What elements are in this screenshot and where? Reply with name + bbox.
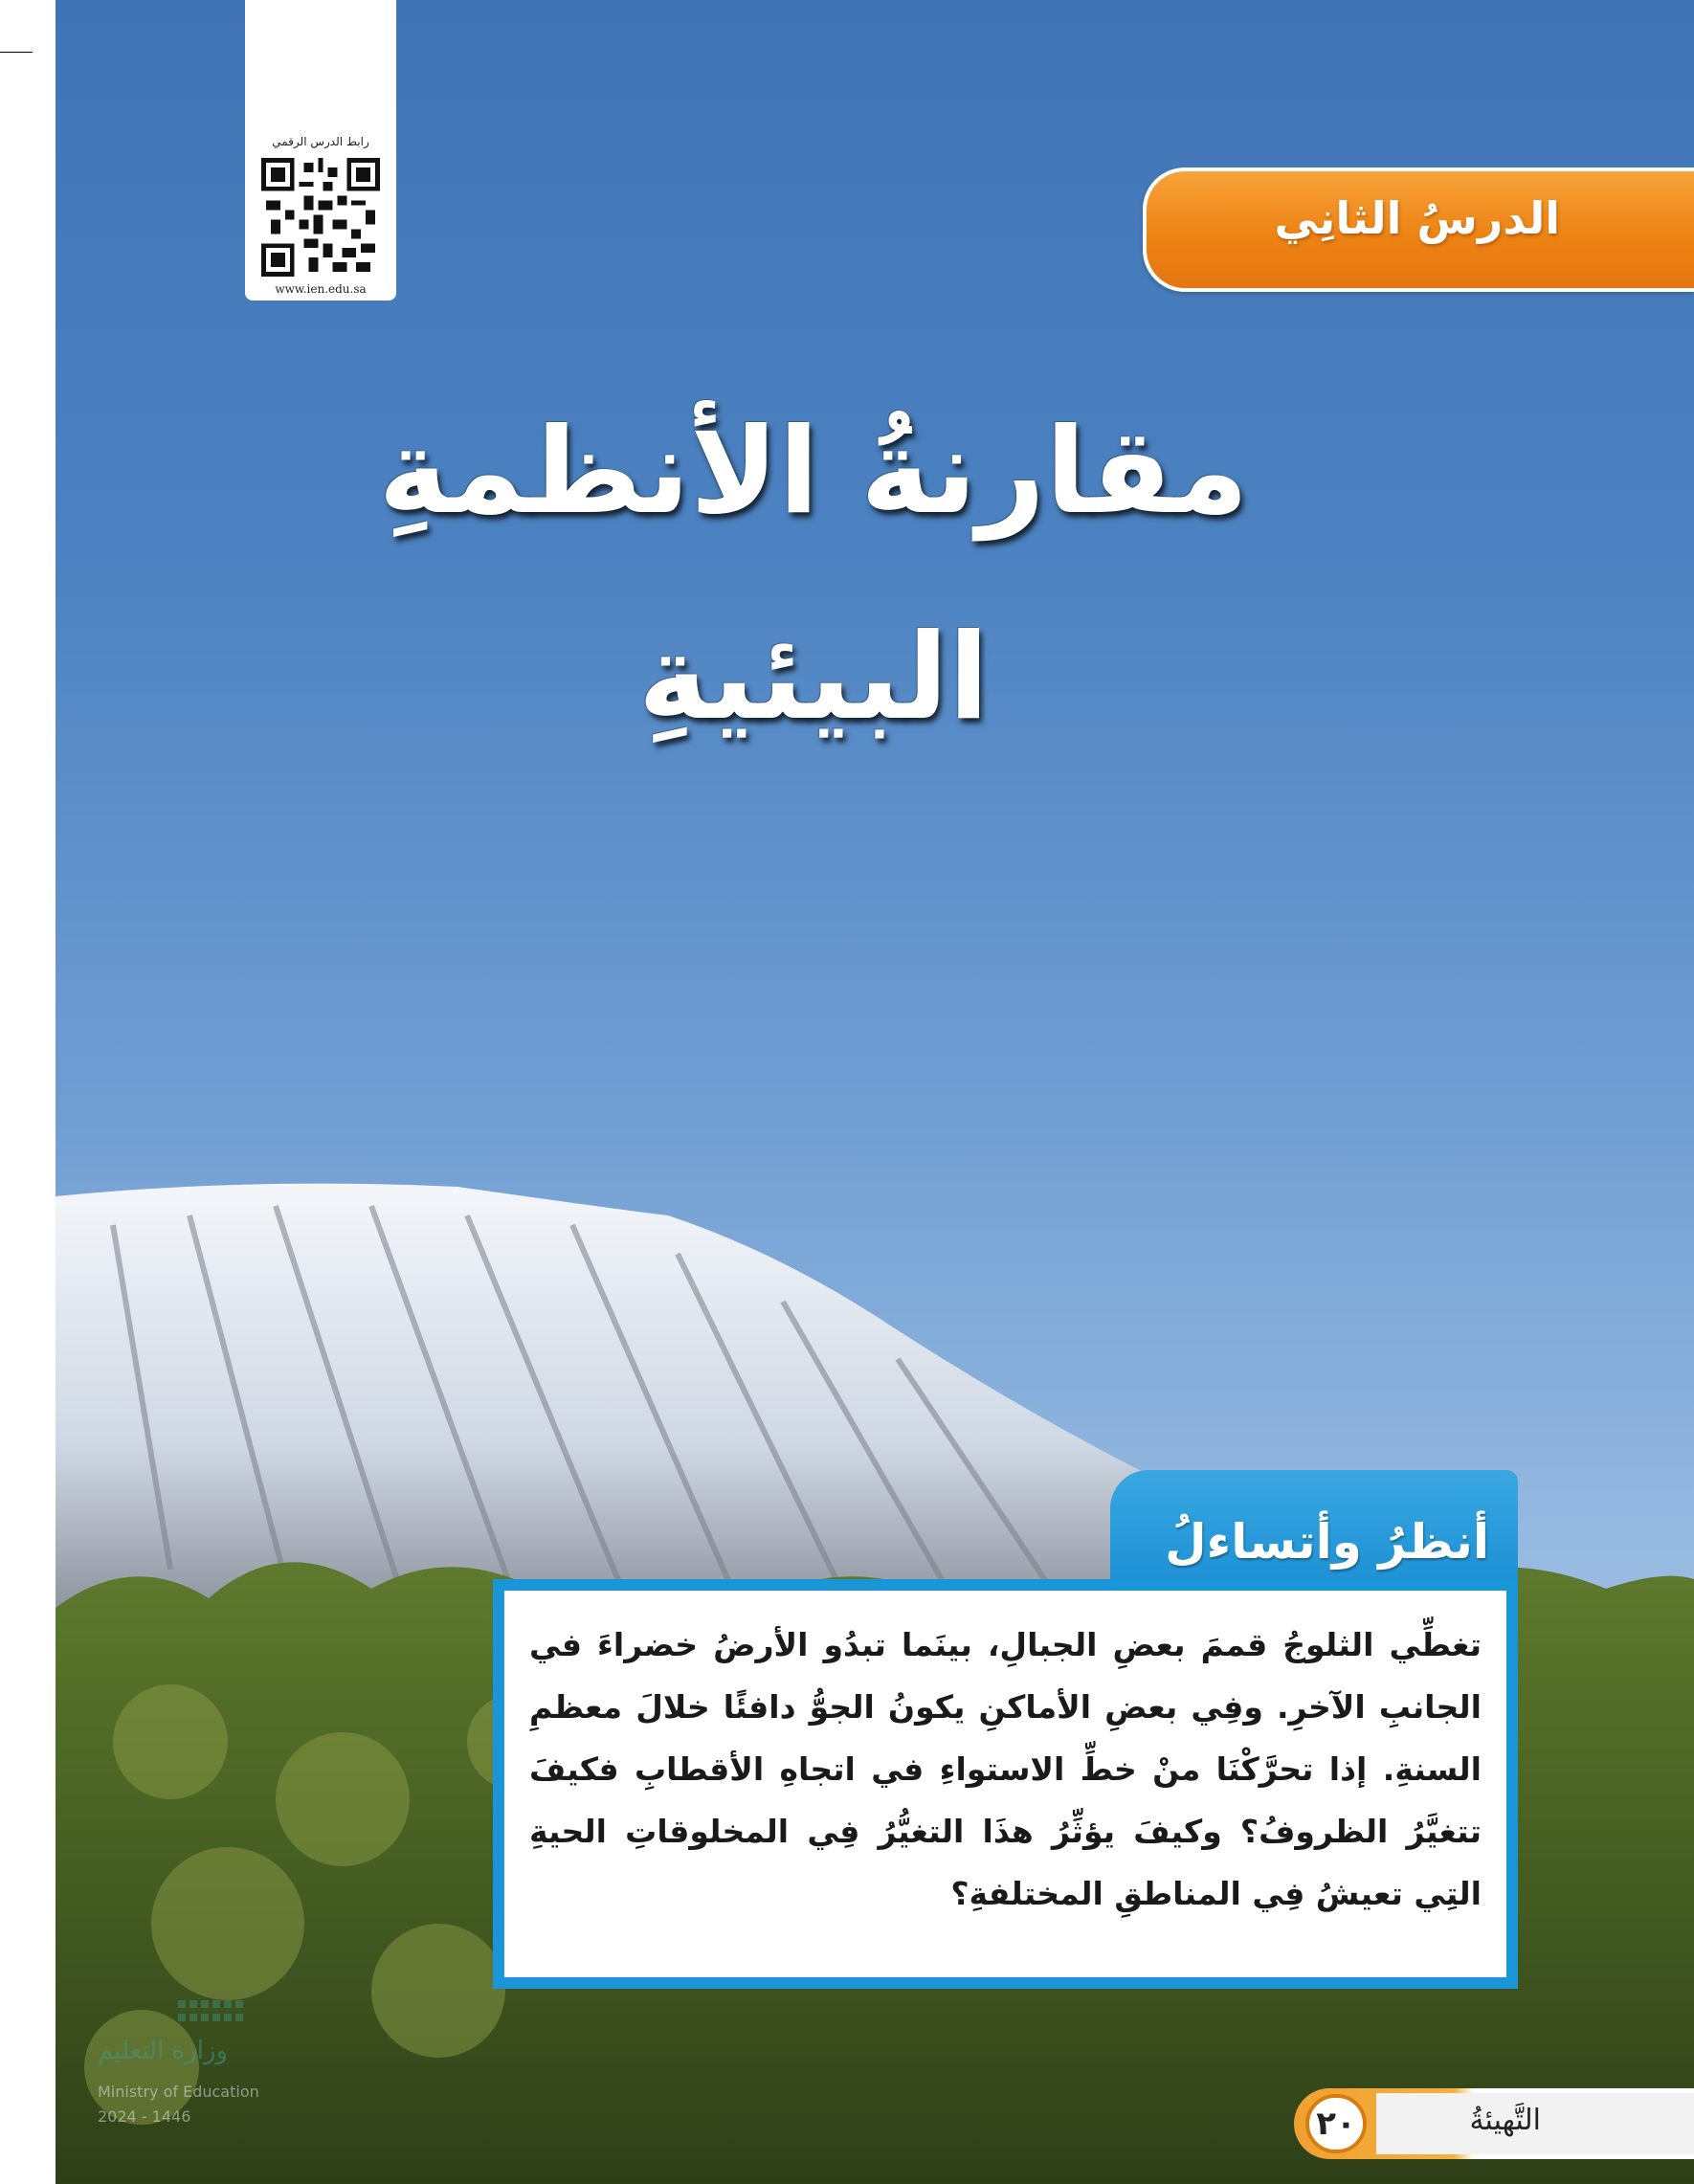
- look-and-wonder-text: تغطِّي الثلوجُ قممَ بعضِ الجبالِ، بينَما تبدُو الأرضُ خضراءَ في الجانبِ الآخرِ. وفِي بعضِ الأماكنِ يكونُ الجوُّ دافئًا خلالَ معظمِ السنةِ. إذا تحرَّكْنَا منْ خطِّ الاستواءِ في اتجاهِ الأقطابِ فكيفَ تتغيَّرُ الظروفُ؟ وكيفَ يؤثِّرُ هذَا التغيُّرُ فِي المخلوقاتِ الحيةِ التِي تعيشُ فِي المناطقِ المختلفةِ؟: [529, 1626, 1482, 1912]
- look-and-wonder-tab: [1110, 1470, 1518, 1594]
- ministry-watermark: [82, 1991, 331, 2144]
- lesson-tab-label: الدرسُ الثانِي: [1274, 192, 1560, 244]
- qr-url[interactable]: www.ien.edu.sa: [275, 282, 367, 296]
- ministry-year: 2024 - 1446: [98, 2107, 191, 2126]
- crop-mark: [0, 52, 33, 53]
- lesson-title-line2: البيئيةِ: [637, 609, 990, 747]
- qr-label: رابط الدرس الرقمي: [272, 135, 369, 148]
- look-and-wonder-heading: أنظرُ وأتساءلُ: [1165, 1514, 1489, 1570]
- qr-code-icon[interactable]: [261, 158, 380, 277]
- ministry-name-ar: وزارة التعليم: [98, 2037, 229, 2065]
- qr-card: [245, 0, 396, 301]
- ministry-logo-icon: [168, 1991, 322, 2039]
- ministry-name-en: Ministry of Education: [98, 2083, 259, 2101]
- lesson-title-line1: مقارنةُ الأنظمةِ: [378, 403, 1249, 541]
- unit-name: التَّهيئةُ: [1469, 2104, 1541, 2137]
- look-and-wonder-box: [493, 1579, 1518, 1989]
- page-number: ٢٠: [1305, 2094, 1367, 2153]
- lesson-tab: [1143, 167, 1694, 292]
